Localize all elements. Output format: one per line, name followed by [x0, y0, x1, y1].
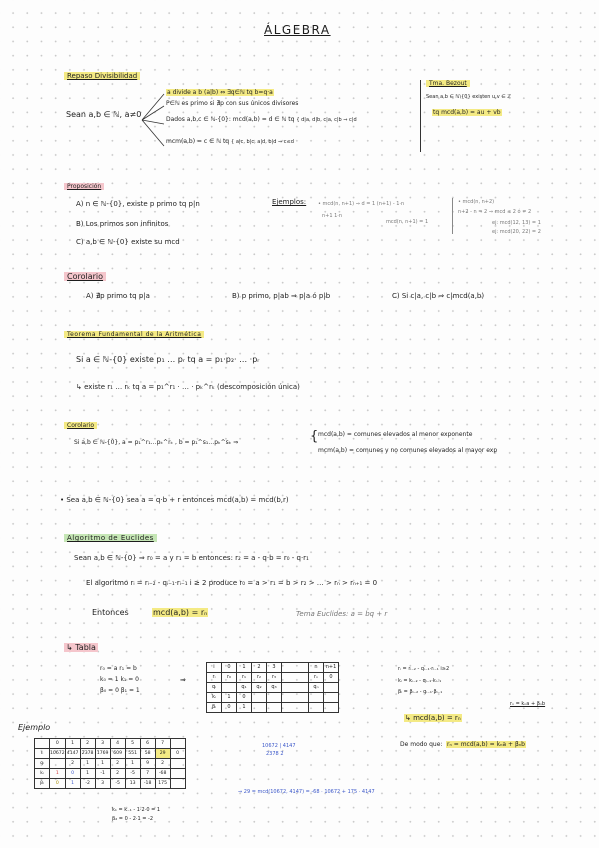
tabla-arrow: ⇒	[180, 676, 186, 684]
tabla-de-modo: De modo que:	[400, 741, 443, 748]
corolario-c: C) Si c|a, c|b ⇒ c|mcd(a,b)	[392, 292, 485, 300]
table-row: rᵢ 10672 4147 2378 1769 609 551 58 29 0	[35, 749, 186, 759]
ejemplo-result: ⇒ 29 = mcd(10672, 4147) = -68 · 10672 + 175 · 4147	[238, 789, 375, 795]
bezout-heading: Tma. Bezout	[426, 80, 470, 87]
corolario-a: A) ∄p primo tq p|a	[86, 292, 150, 300]
table-row: kᵢ 1 0	[207, 693, 339, 703]
tabla-formula-k: kᵢ = kᵢ₋₂ - qᵢ₋₁·kᵢ₋₁	[398, 678, 442, 684]
tabla-left2: k₀ = 1 k₁ = 0	[100, 676, 139, 683]
euclides-note: Tema Euclides: a = bq + r	[296, 610, 388, 618]
repaso-line2: P∈ℕ es primo si ∄p con sus únicos divisores	[166, 100, 299, 107]
table-row: qᵢ q₁ q₂ q₃ qₙ	[207, 683, 339, 693]
example-table	[34, 738, 186, 789]
ejemplo-note-2: β₂ = 0 - 2·1 = -2	[112, 816, 154, 822]
prop-b: B) Los primos son infinitos	[76, 220, 169, 228]
table-row: βᵢ 0 1 -2 3 -5 13 -18 175	[35, 779, 186, 789]
corolario2-mcm: mcm(a,b) = comunes y no comunes elevados al mayor exp	[318, 447, 498, 454]
euclides-line2: El algoritmo rᵢ = rᵢ₋₂ - qᵢ₋₁·rᵢ₋₁ i ≥ 2 produce r₀ = a > r₁ = b > r₂ > … > rₙ > rₙ₊₁ = 0	[86, 579, 378, 587]
teorema-line1: Si a ∈ ℕ-{0} existe p₁ … pᵣ tq a = p₁·p₂· … ·pᵣ	[76, 355, 260, 364]
table-row: kᵢ 1 0 1 -1 2 -5 7 -68	[35, 769, 186, 779]
tabla-heading: ↳ Tabla	[66, 643, 96, 652]
tabla-conclusion: rₙ = mcd(a,b) = kₙa + βₙb	[447, 741, 525, 748]
table-row: βᵢ 0 1	[207, 703, 339, 713]
repaso-line1: a divide a b (a|b) ⇔ ∃q∈ℕ tq b=q·a	[167, 89, 273, 96]
tabla-left1: r₀ = a r₁ = b	[100, 665, 137, 672]
bezout-line1: Sean a,b ∈ ℕ\{0} existen u,v ∈ ℤ	[426, 94, 511, 100]
sea-line: • Sea a,b ∈ ℕ-{0} sea a = q·b + r entonces mcd(a,b) = mcd(b,r)	[60, 496, 289, 504]
table-row: qᵢ 2 1 1 2 1 9 2	[35, 759, 186, 769]
repaso-line3: Dados a,b,c ∈ ℕ-{0}: mcd(a,b) = d ∈ ℕ tq { d|a, d|b, c|a, c|b ⇒ c|d	[166, 116, 357, 123]
euclides-result: mcd(a,b) = rₙ	[153, 608, 208, 617]
teorema-heading: Teorema Fundamental de la Aritmética	[64, 331, 204, 338]
prop-c: C) a,b ∈ ℕ-{0} existe su mcd	[76, 238, 180, 246]
ejemplo-division-top: 10672 | 4147	[262, 743, 296, 749]
euclides-entonces: Entonces	[92, 608, 129, 617]
tabla-mcd: ↳ mcd(a,b) = rₙ	[405, 714, 461, 722]
example-5: n+2 - n = 2 ⇒ mcd ≤ 2 ó = 2	[458, 209, 532, 215]
repaso-brace	[140, 90, 166, 150]
example-4: • mcd(n, n+2)	[458, 199, 495, 205]
corolario2-brace: {	[310, 429, 319, 444]
ejemplo-division-bottom: 2378 2	[266, 751, 284, 757]
corolario-b: B) p primo, p|ab ⇒ p|a ó p|b	[232, 292, 331, 300]
example-table-header-row: 0 1 2 3 4 5 6 7	[35, 739, 186, 749]
euclides-heading: Algoritmo de Euclides	[64, 534, 157, 542]
prop-a: A) n ∈ ℕ-{0}, existe p primo tq p|n	[76, 200, 200, 208]
tabla-identity: rₙ = kₙa + βₙb	[510, 701, 546, 707]
general-table-header-row: i 0 1 2 3 n n+1	[207, 663, 339, 673]
euclides-line1: Sean a,b ∈ ℕ-{0} ⇒ r₀ = a y r₁ = b entonces: r₂ = a - q·b = r₀ - q·r₁	[74, 554, 309, 562]
table-row: rᵢ r₀ r₁ r₂ r₃ rₙ 0	[207, 673, 339, 683]
repaso-heading: Repaso Divisibilidad	[64, 72, 140, 80]
example-6: ej: mcd(12, 13) = 1	[492, 220, 541, 226]
examples-divider	[452, 198, 453, 234]
example-7: ej: mcd(20, 22) = 2	[492, 229, 541, 235]
repaso-lead: Sean a,b ∈ ℕ, a≠0	[66, 110, 142, 119]
page-title: ÁLGEBRA	[264, 23, 331, 37]
repaso-line4: mcm(a,b) = c ∈ ℕ tq { a|c, b|c, a|d, b|d ⇒ c≤d	[166, 138, 294, 145]
ejemplo-label: Ejemplo	[18, 723, 51, 732]
examples-label: Ejemplos:	[272, 198, 307, 206]
tabla-formula-r: rᵢ = rᵢ₋₂ - qᵢ₋₁·rᵢ₋₁ i≥2	[398, 666, 450, 672]
tabla-formula-b: βᵢ = βᵢ₋₂ - qᵢ₋₁·βᵢ₋₁	[398, 689, 443, 695]
bezout-divider	[420, 80, 421, 152]
corolario2-lhs: Si a,b ∈ ℕ-{0}, a = p₁^r₁…pₖ^rₖ , b = p₁^s₁…pₖ^sₖ ⇒	[74, 439, 239, 446]
example-1: • mcd(n, n+1) ⇒ d = 1 (n+1) - 1·n	[318, 201, 405, 207]
corolario2-mcd: mcd(a,b) = comunes elevados al menor exponente	[318, 431, 473, 438]
example-3: mcd(n, n+1) = 1	[386, 219, 429, 225]
teorema-line2: ↳ existe r₁ … rₖ tq a = p₁^r₁ · … · pₖ^rₖ (descomposición única)	[76, 383, 300, 391]
corolario2-heading: Corolario	[64, 422, 97, 429]
tabla-left3: β₀ = 0 β₁ = 1	[100, 687, 140, 694]
prop-heading: Proposición	[64, 183, 104, 190]
corolario-heading: Corolario	[64, 272, 106, 281]
general-table	[206, 662, 339, 713]
example-2: n+1 1·n	[322, 213, 343, 219]
bezout-line2: tq mcd(a,b) = au + vb	[433, 109, 501, 116]
ejemplo-note-1: k₁ = k₋₁ - 1·2·0 = 1	[112, 807, 161, 813]
